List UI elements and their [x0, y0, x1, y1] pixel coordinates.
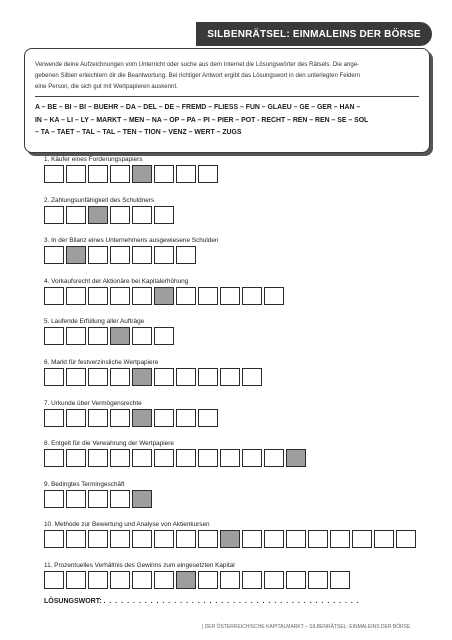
solution-cell[interactable] — [132, 409, 152, 427]
syllable-line: – TA – TAET – TAL – TAL – TEN – TION – VENZ – WERT – ZUGS — [35, 129, 242, 136]
answer-cell[interactable] — [220, 449, 240, 467]
answer-cell[interactable] — [66, 409, 86, 427]
header-bar — [196, 22, 432, 46]
answer-row — [44, 571, 352, 589]
answer-cell[interactable] — [286, 571, 306, 589]
question-label: 9. Bedingtes Termingeschäft — [44, 480, 125, 488]
question-label: 7. Urkunde über Vermögensrechte — [44, 399, 142, 407]
answer-cell[interactable] — [110, 246, 130, 264]
answer-cell[interactable] — [264, 449, 284, 467]
question-label: 1. Käufer eines Forderungspapiers — [44, 156, 143, 163]
answer-cell[interactable] — [110, 206, 130, 224]
question-label: 5. Laufende Erfüllung aller Aufträge — [44, 318, 145, 326]
answer-cell[interactable] — [88, 571, 108, 589]
solution-cell[interactable] — [88, 206, 108, 224]
instruction-line: eine Person, die sich gut mit Wertpapieren auskennt. — [35, 83, 178, 90]
answer-cell[interactable] — [330, 571, 350, 589]
syllable-line: IN – KA – LI – LY – MARKT – MEN – NA – OP – PA – PI – PIER – POT - RECHT – REN – REN – SE – SOL — [35, 116, 369, 124]
solution-cell[interactable] — [154, 287, 174, 305]
answer-cell[interactable] — [264, 530, 284, 548]
answer-cell[interactable] — [110, 165, 130, 183]
answer-row — [44, 327, 176, 345]
answer-cell[interactable] — [286, 530, 306, 548]
solution-cell[interactable] — [132, 165, 152, 183]
answer-cell[interactable] — [176, 449, 196, 467]
answer-cell[interactable] — [66, 449, 86, 467]
answer-cell[interactable] — [308, 530, 328, 548]
answer-cell[interactable] — [44, 449, 64, 467]
answer-cell[interactable] — [198, 449, 218, 467]
answer-cell[interactable] — [220, 571, 240, 589]
solution-cell[interactable] — [132, 368, 152, 386]
instructions — [35, 59, 419, 92]
answer-cell[interactable] — [176, 409, 196, 427]
answer-cell[interactable] — [44, 287, 64, 305]
question-label: 4. Vorkaufsrecht der Aktionäre bei Kapitalerhöhung — [44, 277, 189, 285]
intro-box — [24, 48, 430, 153]
answer-cell[interactable] — [110, 449, 130, 467]
answer-cell[interactable] — [154, 206, 174, 224]
question-label: 3. In der Bilanz eines Unternehmens ausgewiesene Schulden — [44, 237, 219, 245]
answer-cell[interactable] — [44, 490, 64, 508]
question-label: 8. Entgelt für die Verwahrung der Wertpapiere — [44, 440, 174, 448]
answer-cell[interactable] — [110, 530, 130, 548]
answer-row — [44, 287, 286, 305]
answer-cell[interactable] — [176, 246, 196, 264]
answer-cell[interactable] — [44, 327, 64, 345]
answer-cell[interactable] — [110, 490, 130, 508]
answer-cell[interactable] — [242, 287, 262, 305]
solution-line — [44, 598, 360, 605]
answer-cell[interactable] — [154, 449, 174, 467]
answer-cell[interactable] — [198, 368, 218, 386]
answer-cell[interactable] — [88, 287, 108, 305]
answer-cell[interactable] — [132, 327, 152, 345]
answer-row — [44, 409, 220, 427]
answer-cell[interactable] — [154, 246, 174, 264]
answer-cell[interactable] — [308, 571, 328, 589]
answer-cell[interactable] — [132, 530, 152, 548]
solution-cell[interactable] — [110, 327, 130, 345]
answer-cell[interactable] — [110, 368, 130, 386]
answer-cell[interactable] — [154, 368, 174, 386]
answer-cell[interactable] — [198, 165, 218, 183]
answer-cell[interactable] — [44, 530, 64, 548]
answer-cell[interactable] — [66, 368, 86, 386]
answer-row — [44, 206, 176, 224]
answer-cell[interactable] — [198, 409, 218, 427]
answer-cell[interactable] — [44, 206, 64, 224]
solution-cell[interactable] — [132, 490, 152, 508]
answer-cell[interactable] — [242, 571, 262, 589]
answer-cell[interactable] — [110, 571, 130, 589]
answer-cell[interactable] — [264, 287, 284, 305]
answer-cell[interactable] — [88, 165, 108, 183]
answer-cell[interactable] — [154, 530, 174, 548]
divider — [35, 96, 419, 97]
answer-cell[interactable] — [44, 409, 64, 427]
question-label: 11. Prozentuelles Verhältnis des Gewinns zum eingesetzten Kapital — [44, 562, 235, 569]
answer-cell[interactable] — [220, 368, 240, 386]
syllable-line: A – BE – BI – BI – BUEHR – DA – DEL – DE – FREMD – FLIESS – FUN – GLAEU – GE – GER – HAN – — [35, 104, 361, 111]
answer-row — [44, 449, 308, 467]
answer-cell[interactable] — [176, 287, 196, 305]
answer-cell[interactable] — [242, 449, 262, 467]
answer-cell[interactable] — [396, 530, 416, 548]
answer-cell[interactable] — [154, 165, 174, 183]
page-title: SILBENRÄTSEL: EINMALEINS DER BÖRSE — [207, 28, 421, 40]
answer-cell[interactable] — [44, 246, 64, 264]
answer-row — [44, 165, 220, 183]
answer-cell[interactable] — [88, 490, 108, 508]
answer-cell[interactable] — [132, 206, 152, 224]
question-label: 6. Markt für festverzinsliche Wertpapiere — [44, 359, 159, 366]
answer-cell[interactable] — [88, 409, 108, 427]
answer-cell[interactable] — [154, 409, 174, 427]
answer-cell[interactable] — [66, 571, 86, 589]
solution-cell[interactable] — [220, 530, 240, 548]
answer-cell[interactable] — [242, 368, 262, 386]
answer-cell[interactable] — [110, 287, 130, 305]
answer-cell[interactable] — [110, 409, 130, 427]
answer-cell[interactable] — [88, 530, 108, 548]
instruction-line: gebenen Silben erleichtern dir die Beantwortung. Bei richtiger Antwort ergibt das Lösungswort in den unterlegten Feldern — [35, 72, 361, 79]
answer-cell[interactable] — [198, 571, 218, 589]
answer-row — [44, 246, 198, 264]
answer-cell[interactable] — [44, 571, 64, 589]
answer-cell[interactable] — [44, 368, 64, 386]
answer-row — [44, 490, 154, 508]
answer-cell[interactable] — [88, 246, 108, 264]
solution-label: LÖSUNGSWORT: — [44, 598, 102, 605]
answer-cell[interactable] — [88, 327, 108, 345]
answer-cell[interactable] — [88, 449, 108, 467]
answer-cell[interactable] — [88, 368, 108, 386]
answer-cell[interactable] — [374, 530, 394, 548]
question-label: 10. Methode zur Bewertung und Analyse von Aktienkursen — [44, 521, 210, 529]
answer-cell[interactable] — [132, 449, 152, 467]
answer-cell[interactable] — [242, 530, 262, 548]
answer-cell[interactable] — [66, 490, 86, 508]
solution-cell[interactable] — [286, 449, 306, 467]
instruction-line: Verwende deine Aufzeichnungen vom Unterricht oder suche aus dem Internet die Lösungswörter des Rätsels. Die ange- — [35, 61, 360, 68]
solution-dots[interactable]: . . . . . . . . . . . . . . . . . . . . . . . . . . . . . . . . . . . . . . . . . . . . — [103, 598, 360, 605]
answer-cell[interactable] — [220, 287, 240, 305]
answer-cell[interactable] — [330, 530, 350, 548]
page-footer: | DER ÖSTERREICHISCHE KAPITALMARKT – SILBENRÄTSEL: EINMALEINS DER BÖRSE — [202, 624, 411, 630]
answer-cell[interactable] — [66, 530, 86, 548]
answer-cell[interactable] — [352, 530, 372, 548]
answer-cell[interactable] — [132, 571, 152, 589]
answer-cell[interactable] — [198, 530, 218, 548]
answer-cell[interactable] — [176, 368, 196, 386]
answer-cell[interactable] — [154, 571, 174, 589]
answer-cell[interactable] — [264, 571, 284, 589]
answer-cell[interactable] — [176, 530, 196, 548]
answer-cell[interactable] — [132, 246, 152, 264]
answer-row — [44, 368, 264, 386]
syllable-list — [35, 102, 423, 140]
answer-cell[interactable] — [132, 287, 152, 305]
answer-row — [44, 530, 418, 548]
answer-cell[interactable] — [198, 287, 218, 305]
question-label: 2. Zahlungsunfähigkeit des Schuldners — [44, 196, 155, 204]
answer-cell[interactable] — [66, 165, 86, 183]
answer-cell[interactable] — [66, 327, 86, 345]
answer-cell[interactable] — [176, 165, 196, 183]
solution-cell[interactable] — [66, 246, 86, 264]
answer-cell[interactable] — [66, 206, 86, 224]
answer-cell[interactable] — [44, 165, 64, 183]
solution-cell[interactable] — [176, 571, 196, 589]
answer-cell[interactable] — [154, 327, 174, 345]
answer-cell[interactable] — [66, 287, 86, 305]
